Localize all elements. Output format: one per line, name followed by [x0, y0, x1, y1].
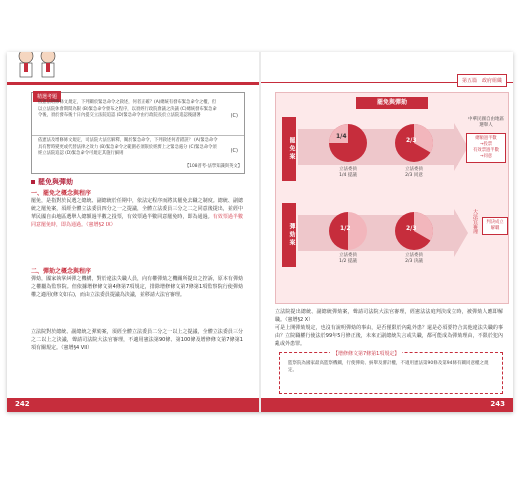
paragraph-impeachment-procedure: 立法院對於總統、副總統之彈劾案，須經全體立法委員二分之一以上之提議，全體立法委員三分之二以上之決議，聲請司法院大法官審理，不適用憲法第90條、第100條及增修條文第7條第1項有關規定。（憲增§4 VII） — [31, 329, 243, 351]
recall-step1-pie — [328, 123, 368, 163]
quiz-answer-1: (C) — [230, 113, 238, 119]
paragraph-impeach-result: 立法院提出總統、副總統彈劾案，聲請司法院大法官審理，經憲法法庭判決成立時，被彈劾人應即解職。（憲增§2 X） — [275, 309, 503, 323]
recall-step2-caption: 立法委員 2/3 同意 — [405, 167, 423, 178]
recall-voters-label: 中華民國自由地區選舉人 — [468, 117, 504, 128]
impeach-step2-fraction: 2/3 — [406, 225, 417, 232]
mascot-illustration — [13, 52, 63, 82]
quiz-answer-2: (C) — [230, 148, 238, 154]
impeach-label: 彈劾案 — [282, 203, 296, 267]
page-number: 242 — [15, 400, 30, 408]
header-band — [7, 82, 259, 85]
paragraph-recall: 罷免，是指對於民選之總統、副總統於任期中，依法定程序而將其罷免去職之制度。總統、副總統之罷免案，須經全體立法委員四分之一之提議，全體立法委員三分之二之同意後提出，並經中華民國自由地區選舉人總額過半數之投票，有效票過半數同意罷免時，即為通過。有效票過半數同意罷免時，即為通過。（憲增§2 IX） — [31, 198, 243, 228]
quiz-item-1: 依憲法增修條文規定，下列關於緊急命令之敘述，何者正確？(A)總統有發布緊急命令之權，但以立法院休會期間為限 (B)緊急命令發布之程序，以須經行政院會議之決議 (C)總統發布緊急命令後，須於發布後十日內提交立法院追認 (D)緊急命令由行政院長於立法院追認後副署 — [38, 100, 217, 118]
footer-band — [7, 398, 259, 412]
impeach-step1-caption: 立法委員 1/2 提議 — [339, 253, 357, 264]
paragraph-impeachment: 彈劾，國家執掌糾彈之機構，對於違法失職人員，向有權彈劾之機關所提出之控訴，原本有彈劾之權屬為監察院。但依據增修條文第4條第7項規定，排除增修條文第7條第1項監察院行使彈劾權之適用(條文如右)，而由立法委員提議為決議，並移請大法官審理。 — [31, 276, 243, 298]
recall-arrow-band — [298, 129, 458, 165]
diagram-title: 罷免與彈劾 — [356, 97, 428, 109]
quiz-source-2: 【108普考-法學知識與英文】 — [184, 164, 242, 169]
impeach-result-box: 判決成立 解職 — [482, 217, 508, 235]
impeach-step2-caption: 立法委員 2/3 決議 — [405, 253, 423, 264]
recall-impeach-diagram — [275, 92, 509, 304]
footer-band — [261, 398, 513, 412]
article-note-box — [279, 352, 503, 394]
subheading-impeachment: 二、彈劾之概念與程序 — [31, 268, 92, 275]
book-spread — [7, 52, 513, 412]
impeach-step1-fraction: 1/2 — [340, 225, 351, 232]
quiz-tag: 精選考題 — [33, 91, 61, 102]
impeach-court-label: 大法官審理 — [472, 209, 478, 234]
quiz-divider — [32, 135, 244, 136]
quiz-item-2: 依憲法及增修條文規定，司法院大法官解釋，關於緊急命令，下列敘述何者錯誤？ (A)緊急命令具有暫時變更或代替法律之效力 (B)緊急命令之範圍必須限於經濟上之緊急處分 (C)緊急命令須經立法院追認 (D)緊急命令可規定其施行細則 — [38, 138, 218, 156]
impeach-arrow-head — [454, 209, 468, 257]
right-page — [261, 52, 513, 412]
recall-step2-fraction: 2/3 — [406, 137, 417, 144]
section-heading: 罷免與彈劾 — [31, 177, 73, 187]
recall-step1-fraction: 1/4 — [336, 133, 347, 140]
impeach-arrow-band — [298, 215, 458, 251]
recall-label: 罷免案 — [282, 117, 296, 181]
left-page — [7, 52, 259, 412]
chapter-number: 第五篇 — [461, 78, 477, 84]
note-title: 【增修條文第7條第1項規定】 — [330, 350, 402, 357]
subheading-recall: 一、罷免之概念與程序 — [31, 190, 92, 197]
chapter-title: 政府組織 — [481, 78, 502, 84]
recall-result-box: 總額過半數 →投票 有效票過半數 →同意 — [466, 133, 506, 163]
recall-step1-caption: 立法委員 1/4 提議 — [339, 167, 357, 178]
note-body: 監察院為國家最高監察機關，行使彈劾、糾舉及審計權，不適用憲法第90條及第94條有關同意權之規定。 — [288, 361, 489, 373]
page-number: 243 — [490, 400, 505, 408]
chapter-tab — [457, 74, 507, 87]
quiz-box — [31, 92, 245, 174]
paragraph-impeach-grounds: 可是上開彈劾規定，也沒有說明彈劾的事由，是否僅限於內亂外患？還是必須要符合其他違法失職的事由？立院職權行使法於99年5月修正後，未來正副總統失言或失職，都可能成為彈劾理由，不限於犯內亂或外患罪。 — [275, 325, 503, 347]
